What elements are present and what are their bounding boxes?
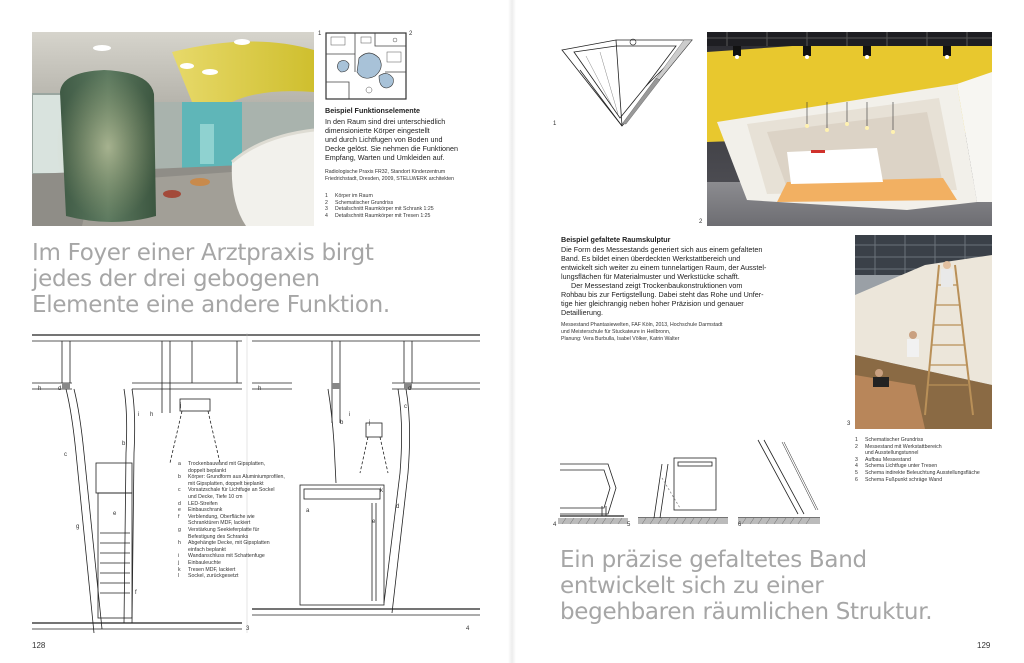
legend-key: b: [178, 474, 181, 481]
pull-quote-left: [32, 240, 492, 318]
legend-row: [855, 477, 1015, 484]
legend-text: Schranktüren MDF, lackiert: [188, 520, 251, 527]
credit-line: Friedrichstadt, Dresden, 2009, STELLWERK architekten: [325, 176, 455, 182]
legend-row: [178, 534, 308, 541]
drawing-label-d: d: [408, 386, 412, 392]
legend-text: Detailschnitt Raumkörper mit Schrank 1:25: [335, 206, 434, 213]
legend-text: Schema Lichtfuge unter Tresen: [865, 463, 938, 470]
detail-number-4: 4: [553, 522, 557, 528]
legend-row: [178, 474, 308, 481]
legend-row: [178, 573, 308, 580]
photo-number-1: 1: [318, 31, 322, 37]
legend-key: 1: [855, 437, 858, 443]
legend-text: Trockenbauwand mit Gipsplatten,: [188, 461, 266, 467]
legend-key: 5: [855, 469, 858, 476]
legend-key: d: [178, 500, 181, 507]
legend-text: Schema indirekte Beleuchtung Ausstellungsfläche: [865, 469, 980, 476]
legend-text: Wandanschluss mit Schattenfuge: [188, 553, 265, 560]
legend-row: [178, 553, 308, 560]
legend-key: [178, 534, 188, 541]
book-gutter: [508, 0, 516, 663]
legend-text: einfach beplankt: [188, 546, 226, 553]
legend-row: [178, 494, 308, 501]
caption-credit: [561, 322, 851, 343]
legend-text: Sockel, zurückgesetzt: [188, 573, 239, 580]
legend-row: [855, 450, 1015, 457]
pull-quote-line: Ein präzise gefaltetes Band: [560, 547, 867, 573]
legend-row: [178, 514, 308, 521]
legend-row: [325, 213, 505, 220]
drawing-label-e: e: [372, 519, 376, 525]
drawing-label-d: d: [396, 504, 400, 510]
drawing-label-i: i: [138, 412, 140, 418]
legend-key: 2: [325, 199, 328, 206]
legend-key: l: [178, 573, 180, 580]
caption-line: Band. Es bildet einen überdeckten Werkstattbereich und: [561, 254, 741, 263]
legend-text: Vorsatzschale für Lichtfuge an Sockel: [188, 487, 275, 494]
caption-line: tige hier gleichrangig neben hoher Präzision und genauer: [561, 299, 744, 308]
drawing-label-b: b: [340, 420, 344, 426]
schematic-floor-plan: [325, 32, 407, 100]
legend-key: e: [178, 507, 181, 514]
drawing-label-e: e: [113, 511, 117, 517]
page-number-left: 128: [32, 641, 46, 650]
drawing-label-h: h: [38, 386, 42, 392]
credit-line: Messestand Phantasiewelten, FAF Köln, 2013, Hochschule Darmstadt: [561, 322, 723, 328]
legend-row: [178, 461, 308, 468]
drawing-number-4: 4: [466, 626, 470, 632]
legend-text: Einbauschrank: [188, 507, 223, 514]
legend-key: [178, 547, 188, 554]
drawing-label-a: a: [306, 508, 310, 514]
legend-row: [325, 200, 505, 207]
drawing-label-k: k: [380, 488, 383, 494]
legend-row: [178, 540, 308, 547]
photo-stand-construction: [855, 235, 992, 429]
pull-quote-line: jedes der drei gebogenen: [32, 266, 320, 292]
caption-line: entwickelt sich weiter zu einem tunnelartigen Raum, der Ausstel-: [561, 263, 767, 272]
pull-quote-right: [560, 547, 1000, 625]
legend-key: [178, 520, 188, 527]
legend-key: 1: [325, 193, 328, 199]
legend-row: [178, 468, 308, 475]
legend-row: [178, 567, 308, 574]
caption-line: und durch Lichtfugen von Boden und: [325, 135, 443, 144]
caption-line: Die Form des Messestands generiert sich aus einem gefalteten: [561, 245, 763, 254]
legend-key: 3: [325, 206, 328, 213]
photo-number-2: 2: [699, 219, 703, 225]
legend-text: Aufbau Messestand: [865, 456, 911, 463]
pull-quote-line: entwickelt sich zu einer: [560, 573, 824, 599]
legend-row: [855, 457, 1015, 464]
legend-text: Verstärkung Seekieferplatte für: [188, 526, 260, 533]
credit-line: Radiologische Praxis FR32, Standort Kinderzentrum: [325, 169, 446, 175]
legend-row: [855, 444, 1015, 451]
caption-body: [561, 245, 851, 317]
caption-credit: [325, 169, 505, 183]
legend-text: mit Gipsplatten, doppelt beplankt: [188, 480, 264, 487]
legend-text: Einbauleuchte: [188, 559, 221, 566]
legend-key: a: [178, 461, 181, 467]
legend-key: [178, 481, 188, 488]
detail-number-6: 6: [738, 522, 742, 528]
drawing-label-f: f: [135, 590, 137, 596]
legend-row: [178, 547, 308, 554]
legend-key: 4: [855, 463, 858, 470]
legend-text: Messestand mit Werkstattbereich: [865, 443, 942, 450]
legend-text: Verblendung, Oberfläche wie: [188, 513, 255, 520]
photo-number-3: 3: [847, 421, 851, 427]
caption-line: Decke gelöst. Sie nehmen die Funktionen: [325, 144, 459, 153]
figure-legend-left: [325, 193, 505, 219]
credit-line: Planung: Vera Burbulla, Isabel Völker, Katrin Walter: [561, 336, 680, 342]
legend-key: k: [178, 566, 181, 573]
legend-text: und Ausstellungstunnel: [865, 450, 919, 457]
credit-line: und Meisterschule für Stuckateure in Heilbronn,: [561, 329, 671, 335]
legend-row: [855, 470, 1015, 477]
legend-row: [855, 437, 1015, 444]
page-number-right: 129: [977, 641, 991, 650]
drawing-legend: [178, 461, 308, 580]
legend-text: Befestigung des Schranks: [188, 533, 249, 540]
drawing-label-c: c: [404, 404, 407, 410]
legend-key: [178, 468, 188, 475]
caption-title: Beispiel Funktionselemente: [325, 106, 421, 115]
drawing-label-d: d: [58, 386, 62, 392]
drawing-label-j: j: [180, 403, 182, 409]
pull-quote-line: Im Foyer einer Arztpraxis birgt: [32, 240, 374, 266]
legend-row: [178, 507, 308, 514]
legend-key: i: [178, 553, 180, 560]
drawing-label-g: g: [76, 524, 80, 530]
drawing-label-j: j: [369, 420, 371, 426]
photo-clinic-foyer: [32, 32, 314, 226]
legend-row: [178, 560, 308, 567]
caption-line: In den Raum sind drei unterschiedlich: [325, 117, 446, 126]
caption-line: dimensionierte Körper eingestellt: [325, 126, 430, 135]
schematic-folded-plan: [556, 34, 698, 130]
pull-quote-line: begehbaren räumlichen Struktur.: [560, 599, 933, 625]
drawing-label-c: c: [64, 452, 67, 458]
caption-line: Empfang, Warten und Umkleiden auf.: [325, 153, 445, 162]
legend-key: [855, 450, 865, 457]
legend-row: [178, 481, 308, 488]
detail-number-5: 5: [627, 522, 631, 528]
legend-text: Detailschnitt Raumkörper mit Tresen 1:25: [335, 212, 431, 219]
legend-key: c: [178, 487, 181, 494]
caption-title: Beispiel gefaltete Raumskulptur: [561, 235, 671, 244]
legend-text: Schematischer Grundriss: [865, 437, 924, 443]
legend-key: 3: [855, 456, 858, 463]
legend-text: Schematischer Grundriss: [335, 199, 394, 206]
legend-key: 4: [325, 212, 328, 219]
legend-key: h: [178, 540, 181, 547]
drawing-number-3: 3: [246, 626, 250, 632]
drawing-label-b: b: [122, 441, 126, 447]
caption-line: Der Messestand zeigt Trockenbaukonstruktionen vom: [571, 281, 743, 290]
caption-line: Detaillierung.: [561, 308, 603, 317]
photo-number-2: 2: [409, 31, 413, 37]
legend-row: [178, 527, 308, 534]
legend-row: [178, 487, 308, 494]
drawing-label-h: h: [150, 412, 154, 418]
legend-row: [855, 463, 1015, 470]
legend-key: f: [178, 513, 180, 520]
legend-key: j: [178, 559, 180, 566]
legend-key: 2: [855, 443, 858, 450]
legend-row: [325, 193, 505, 200]
drawing-label-i: i: [349, 412, 351, 418]
caption-block-left: [325, 106, 505, 219]
legend-key: 6: [855, 476, 858, 483]
legend-text: Körper: Grundform aus Aluminiumprofilen,: [188, 474, 285, 481]
pull-quote-line: Elemente eine andere Funktion.: [32, 292, 390, 318]
caption-line: lungsflächen für Materialmuster und Werkstücke schafft.: [561, 272, 740, 281]
legend-text: und Decke, Tiefe 10 cm: [188, 493, 243, 500]
legend-row: [178, 501, 308, 508]
photo-exhibition-stand: [707, 32, 992, 226]
legend-row: [178, 520, 308, 527]
figure-legend-right: [855, 437, 1015, 483]
caption-body: [325, 117, 505, 162]
photo-number-1: 1: [553, 121, 557, 127]
legend-key: [178, 494, 188, 501]
legend-text: Tresen MDF, lackiert: [188, 566, 236, 573]
legend-text: LED-Streifen: [188, 500, 218, 507]
legend-text: Schema Fußpunkt schräge Wand: [865, 476, 943, 483]
caption-line: Rohbau bis zur Fertigstellung. Dabei steht das Rohe und Unfer-: [561, 290, 764, 299]
legend-row: [325, 206, 505, 213]
legend-text: Abgehängte Decke, mit Gipsplatten: [188, 540, 270, 547]
drawing-label-h: h: [258, 386, 262, 392]
legend-text: doppelt beplankt: [188, 467, 227, 474]
legend-key: g: [178, 526, 181, 533]
detail-sketches: [558, 438, 820, 530]
caption-block-right: [561, 235, 851, 343]
legend-text: Körper im Raum: [335, 193, 373, 199]
